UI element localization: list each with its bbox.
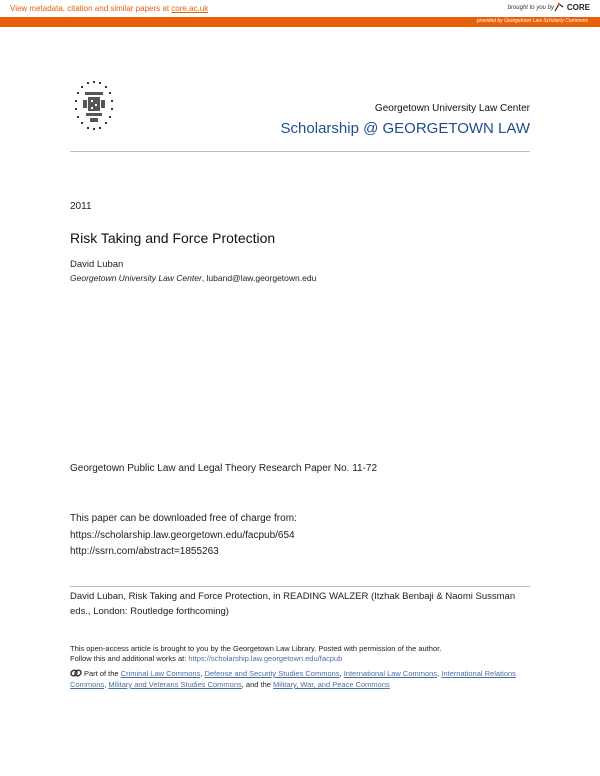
repository-title[interactable]: Scholarship @ GEORGETOWN LAW [280,120,530,137]
open-access-text: This open-access article is brought to you by the Georgetown Law Library. Posted with permission of the author. [70,644,442,653]
commons-and-the: , and the [241,680,274,689]
commons-link-international-law[interactable]: International Law Commons [343,669,438,678]
georgetown-seal-icon [73,80,115,134]
core-logo-text: CORE [566,2,590,12]
provided-by-text: provided by Georgetown Law Scholarly Commons [476,18,588,24]
commons-link-criminal-law[interactable]: Criminal Law Commons [120,669,201,678]
commons-separator: , [437,669,442,678]
download-intro: This paper can be downloaded free of charge from: [70,513,297,524]
author-email: , luband@law.georgetown.edu [201,273,317,283]
commons-separator: , [339,669,344,678]
publication-year: 2011 [70,201,92,212]
open-access-notice [70,644,530,664]
commons-link-defense-security[interactable]: Defense and Security Studies Commons [204,669,340,678]
core-provided-strip [0,17,600,27]
research-paper-series: Georgetown Public Law and Legal Theory Research Paper No. 11-72 [70,463,378,474]
core-link-text[interactable]: core.ac.uk [171,4,209,13]
law-center-name: Georgetown University Law Center [374,103,530,114]
author-name: David Luban [70,259,124,270]
link-chain-icon [70,668,82,678]
header-divider [70,151,530,152]
paper-title: Risk Taking and Force Protection [70,230,276,246]
commons-separator: , [200,669,205,678]
commons-list [70,668,530,690]
core-logo[interactable] [554,2,590,12]
core-banner-top [0,0,600,17]
follow-prefix: Follow this and additional works at: [70,654,189,663]
commons-link-international-relations[interactable]: International Relations Commons [70,669,516,689]
scholarship-url[interactable]: https://scholarship.law.georgetown.edu/facpub/654 [70,530,295,541]
affiliation-institution: Georgetown University Law Center [70,273,202,283]
author-affiliation [70,273,316,283]
core-view-text: View metadata, citation and similar papers at [10,4,172,13]
commons-link-military-veterans[interactable]: Military and Veterans Studies Commons [108,680,242,689]
ssrn-url[interactable]: http://ssrn.com/abstract=1855263 [70,546,219,557]
citation-text: David Luban, Risk Taking and Force Protection, in READING WALZER (Itzhak Benbaji & Naomi Sussman eds., London: Routledge forthcoming) [70,591,516,617]
core-view-link[interactable] [10,4,208,13]
follow-link[interactable]: https://scholarship.law.georgetown.edu/facpub [188,654,343,663]
brought-to-you-text: brought to you by [507,5,554,11]
part-of-text: Part of the [84,669,121,678]
core-logo-icon [554,2,565,12]
commons-separator: , [104,680,109,689]
citation-divider [70,586,530,587]
core-banner [0,0,600,28]
commons-link-military-war-peace[interactable]: Military, War, and Peace Commons [273,680,390,689]
